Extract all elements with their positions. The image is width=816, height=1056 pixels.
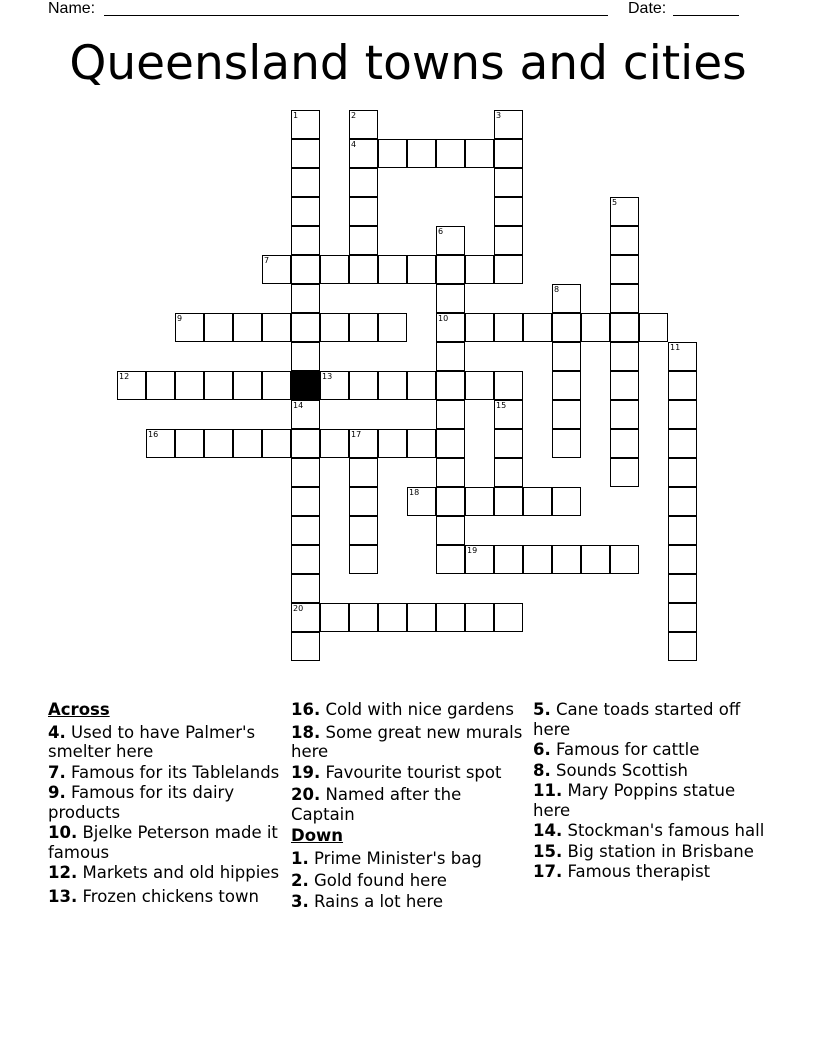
grid-cell[interactable] <box>610 545 639 574</box>
grid-cell[interactable] <box>494 226 523 255</box>
clue-across-20: 20. Named after the Captain <box>291 785 462 824</box>
grid-cell[interactable] <box>291 574 320 603</box>
grid-cell[interactable] <box>668 516 697 545</box>
grid-cell[interactable] <box>668 603 697 632</box>
clue-down-6: 6. Famous for cattle <box>533 740 700 759</box>
grid-cell[interactable] <box>291 139 320 168</box>
clue-number: 10 <box>438 314 449 323</box>
grid-cell[interactable] <box>291 545 320 574</box>
grid-cell[interactable] <box>436 139 465 168</box>
clue-number: 14 <box>293 401 304 410</box>
clue-column-3 <box>533 700 765 883</box>
grid-cell[interactable] <box>494 110 523 139</box>
grid-cell[interactable] <box>378 371 407 400</box>
grid-cell[interactable] <box>233 371 262 400</box>
grid-cell[interactable] <box>494 255 523 284</box>
clue-down-3: 3. Rains a lot here <box>291 891 444 911</box>
clue-number: 2 <box>351 111 357 120</box>
grid-cell[interactable] <box>407 429 436 458</box>
grid-cell[interactable] <box>378 255 407 284</box>
grid-cell[interactable] <box>407 371 436 400</box>
grid-cell[interactable] <box>436 400 465 429</box>
grid-cell[interactable] <box>494 371 523 400</box>
grid-cell[interactable] <box>494 197 523 226</box>
grid-cell[interactable] <box>465 313 494 342</box>
clue-number: 12 <box>119 372 130 381</box>
grid-cell[interactable] <box>378 429 407 458</box>
clue-number: 6 <box>438 227 444 236</box>
grid-cell[interactable] <box>494 168 523 197</box>
grid-cell[interactable] <box>465 487 494 516</box>
clue-number: 19 <box>467 546 478 555</box>
clue-number: 17 <box>351 430 362 439</box>
grid-cell[interactable] <box>610 284 639 313</box>
grid-cell[interactable] <box>291 632 320 661</box>
clue-number: 20 <box>293 604 304 613</box>
grid-cell[interactable] <box>436 516 465 545</box>
grid-cell[interactable] <box>320 371 349 400</box>
grid-cell[interactable] <box>291 516 320 545</box>
clue-down-15: 15. Big station in Brisbane <box>533 841 754 861</box>
clue-across-9: 9. Famous for its dairy products <box>48 783 235 822</box>
grid-cell[interactable] <box>349 255 378 284</box>
grid-cell[interactable] <box>407 255 436 284</box>
grid-cell[interactable] <box>465 371 494 400</box>
clue-down-8: 8. Sounds Scottish <box>533 760 689 780</box>
grid-cell[interactable] <box>436 487 465 516</box>
clue-number: 3 <box>496 111 502 120</box>
grid-cell[interactable] <box>523 313 552 342</box>
grid-cell[interactable] <box>349 487 378 516</box>
grid-cell[interactable] <box>494 139 523 168</box>
grid-cell[interactable] <box>436 458 465 487</box>
clue-across-13: 13. Frozen chickens town <box>48 886 259 906</box>
grid-cell[interactable] <box>668 632 697 661</box>
clue-across-16: 16. Cold with nice gardens <box>291 700 514 719</box>
grid-cell[interactable] <box>610 371 639 400</box>
grid-cell[interactable] <box>291 168 320 197</box>
grid-cell[interactable] <box>436 313 465 342</box>
grid-cell[interactable] <box>407 487 436 516</box>
grid-cell[interactable] <box>291 110 320 139</box>
clue-down-1: 1. Prime Minister's bag <box>291 848 482 868</box>
grid-cell[interactable] <box>465 603 494 632</box>
grid-cell[interactable] <box>581 313 610 342</box>
grid-cell[interactable] <box>436 545 465 574</box>
grid-cell[interactable] <box>407 139 436 168</box>
grid-cell[interactable] <box>668 458 697 487</box>
clue-down-5: 5. Cane toads started off here <box>533 700 741 739</box>
clue-number: 11 <box>670 343 681 352</box>
grid-cell[interactable] <box>262 313 291 342</box>
grid-cell[interactable] <box>465 545 494 574</box>
down-heading: Down <box>291 826 344 845</box>
clue-down-14: 14. Stockman's famous hall <box>533 821 765 840</box>
grid-cell[interactable] <box>349 110 378 139</box>
grid-cell[interactable] <box>610 400 639 429</box>
grid-cell[interactable] <box>552 429 581 458</box>
grid-cell[interactable] <box>668 429 697 458</box>
clue-number: 16 <box>148 430 159 439</box>
grid-cell[interactable] <box>610 197 639 226</box>
grid-cell[interactable] <box>233 313 262 342</box>
grid-cell[interactable] <box>610 429 639 458</box>
grid-cell[interactable] <box>349 139 378 168</box>
grid-cell[interactable] <box>668 342 697 371</box>
grid-cell[interactable] <box>291 313 320 342</box>
grid-cell[interactable] <box>349 226 378 255</box>
clue-column-2 <box>291 700 523 912</box>
grid-cell[interactable] <box>436 226 465 255</box>
clue-column-1 <box>48 700 280 907</box>
grid-cell[interactable] <box>291 226 320 255</box>
grid-cell[interactable] <box>668 400 697 429</box>
grid-cell[interactable] <box>320 313 349 342</box>
grid-cell[interactable] <box>378 603 407 632</box>
grid-cell[interactable] <box>639 313 668 342</box>
grid-cell[interactable] <box>204 371 233 400</box>
clue-down-11: 11. Mary Poppins statue here <box>533 781 736 820</box>
grid-cell[interactable] <box>349 516 378 545</box>
grid-cell[interactable] <box>291 603 320 632</box>
grid-cell[interactable] <box>610 226 639 255</box>
clue-number: 9 <box>177 314 183 323</box>
grid-cell[interactable] <box>494 429 523 458</box>
page-title: Queensland towns and cities <box>69 36 747 91</box>
grid-cell[interactable] <box>552 545 581 574</box>
grid-cell[interactable] <box>494 313 523 342</box>
name-label: Name: <box>48 0 96 17</box>
grid-cell[interactable] <box>349 168 378 197</box>
grid-cell[interactable] <box>668 545 697 574</box>
grid-cell[interactable] <box>291 429 320 458</box>
clue-down-17: 17. Famous therapist <box>533 862 711 881</box>
grid-cell[interactable] <box>523 545 552 574</box>
grid-cell[interactable] <box>436 603 465 632</box>
grid-cell[interactable] <box>610 458 639 487</box>
grid-cell[interactable] <box>378 313 407 342</box>
grid-cell[interactable] <box>204 313 233 342</box>
grid-cell[interactable] <box>494 603 523 632</box>
clue-number: 8 <box>554 285 560 294</box>
clue-number: 4 <box>351 140 357 149</box>
grid-cell[interactable] <box>378 139 407 168</box>
grid-cell[interactable] <box>552 284 581 313</box>
grid-cell[interactable] <box>436 255 465 284</box>
grid-cell[interactable] <box>494 458 523 487</box>
clue-number: 5 <box>612 198 618 207</box>
grid-cell[interactable] <box>552 487 581 516</box>
grid-cell[interactable] <box>552 400 581 429</box>
grid-cell[interactable] <box>291 284 320 313</box>
clue-across-7: 7. Famous for its Tablelands <box>48 762 280 782</box>
clue-number: 13 <box>322 372 333 381</box>
grid-cell[interactable] <box>291 255 320 284</box>
grid-cell[interactable] <box>349 429 378 458</box>
grid-cell[interactable] <box>552 371 581 400</box>
clue-across-19: 19. Favourite tourist spot <box>291 762 502 782</box>
grid-cell[interactable] <box>668 371 697 400</box>
grid-cell[interactable] <box>262 371 291 400</box>
grid-cell[interactable] <box>581 545 610 574</box>
grid-cell[interactable] <box>320 603 349 632</box>
grid-cell[interactable] <box>494 545 523 574</box>
grid-cell[interactable] <box>668 574 697 603</box>
grid-cell[interactable] <box>552 313 581 342</box>
grid-cell[interactable] <box>436 371 465 400</box>
grid-cell[interactable] <box>233 429 262 458</box>
clue-number: 1 <box>293 111 299 120</box>
grid-cell[interactable] <box>291 342 320 371</box>
grid-cell[interactable] <box>407 603 436 632</box>
grid-cell[interactable] <box>668 487 697 516</box>
grid-cell[interactable] <box>436 342 465 371</box>
grid-cell[interactable] <box>291 458 320 487</box>
clue-number: 18 <box>409 488 420 497</box>
clue-across-12: 12. Markets and old hippies <box>48 863 280 882</box>
grid-cell[interactable] <box>175 371 204 400</box>
grid-cell[interactable] <box>610 342 639 371</box>
grid-cell[interactable] <box>523 487 552 516</box>
grid-cell[interactable] <box>291 197 320 226</box>
grid-cell[interactable] <box>349 458 378 487</box>
grid-cell[interactable] <box>494 487 523 516</box>
grid-cell[interactable] <box>349 371 378 400</box>
date-label: Date: <box>628 0 667 17</box>
grid-cell[interactable] <box>436 429 465 458</box>
grid-cell[interactable] <box>320 255 349 284</box>
grid-cell[interactable] <box>291 400 320 429</box>
grid-cell[interactable] <box>349 603 378 632</box>
grid-cell[interactable] <box>175 429 204 458</box>
grid-cell[interactable] <box>204 429 233 458</box>
grid-cell[interactable] <box>320 429 349 458</box>
clue-across-18: 18. Some great new murals here <box>291 722 523 761</box>
grid-cell[interactable] <box>146 371 175 400</box>
grid-cell[interactable] <box>494 400 523 429</box>
grid-cell[interactable] <box>610 255 639 284</box>
grid-cell[interactable] <box>291 487 320 516</box>
grid-cell[interactable] <box>262 255 291 284</box>
grid-cell[interactable] <box>349 197 378 226</box>
grid-cell[interactable] <box>436 284 465 313</box>
across-heading: Across <box>48 700 110 719</box>
grid-cell[interactable] <box>465 255 494 284</box>
grid-cell[interactable] <box>349 313 378 342</box>
clue-number: 7 <box>264 256 270 265</box>
grid-cell[interactable] <box>146 429 175 458</box>
grid-cell[interactable] <box>117 371 146 400</box>
clue-across-4: 4. Used to have Palmer's smelter here <box>48 722 256 761</box>
black-cell <box>291 371 320 400</box>
clue-down-2: 2. Gold found here <box>291 871 447 890</box>
grid-cell[interactable] <box>552 342 581 371</box>
grid-cell[interactable] <box>262 429 291 458</box>
grid-cell[interactable] <box>610 313 639 342</box>
clue-number: 15 <box>496 401 507 410</box>
grid-cell[interactable] <box>465 139 494 168</box>
grid-cell[interactable] <box>349 545 378 574</box>
clue-across-10: 10. Bjelke Peterson made it famous <box>48 823 278 862</box>
grid-cell[interactable] <box>175 313 204 342</box>
